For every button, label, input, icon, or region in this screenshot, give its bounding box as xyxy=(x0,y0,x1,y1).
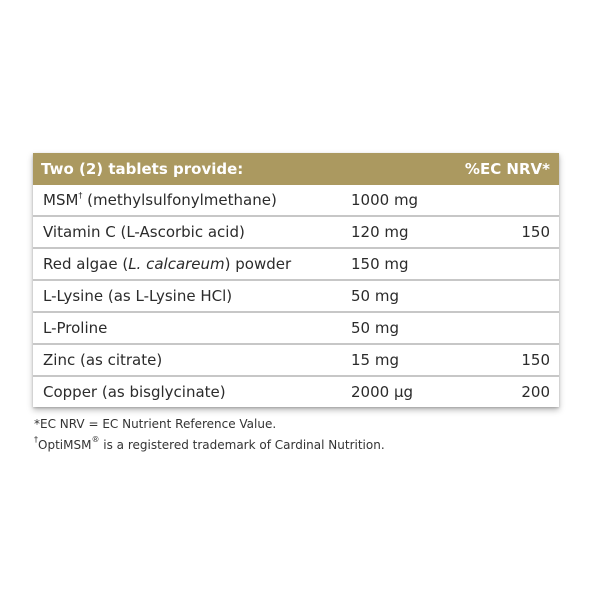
ingredient-amount: 2000 µg xyxy=(351,383,414,401)
table-header xyxy=(33,153,559,185)
ingredient-name: MSM† (methylsulfonylmethane) xyxy=(43,191,277,209)
ingredient-amount: 1000 mg xyxy=(351,191,419,209)
ingredient-nrv: 150 xyxy=(521,351,550,369)
ingredient-name: L-Lysine (as L-Lysine HCl) xyxy=(43,287,233,305)
table-row-red-algae xyxy=(33,249,559,281)
ingredient-amount: 15 mg xyxy=(351,351,399,369)
ingredient-name: Zinc (as citrate) xyxy=(43,351,163,369)
ingredient-amount: 50 mg xyxy=(351,319,399,337)
ingredient-name: Copper (as bisglycinate) xyxy=(43,383,226,401)
footnote-optimsm: †OptiMSM® is a registered trademark of Cardinal Nutrition. xyxy=(34,435,385,452)
nutrition-table xyxy=(33,153,559,407)
registered-mark: ® xyxy=(91,435,100,444)
header-nrv-label: %EC NRV* xyxy=(464,160,550,178)
footnote-nrv: *EC NRV = EC Nutrient Reference Value. xyxy=(34,417,277,431)
footnotes xyxy=(34,414,385,456)
table-row-copper xyxy=(33,377,559,407)
ingredient-name: Vitamin C (L-Ascorbic acid) xyxy=(43,223,245,241)
ingredient-name: L-Proline xyxy=(43,319,108,337)
table-row-zinc xyxy=(33,345,559,377)
table-row-l-proline xyxy=(33,313,559,345)
dagger-mark: † xyxy=(34,435,38,444)
header-label: Two (2) tablets provide: xyxy=(41,160,244,178)
ingredient-nrv: 200 xyxy=(521,383,550,401)
ingredient-amount: 120 mg xyxy=(351,223,409,241)
ingredient-nrv: 150 xyxy=(521,223,550,241)
table-row-l-lysine xyxy=(33,281,559,313)
table-row-msm xyxy=(33,185,559,217)
ingredient-name: Red algae (L. calcareum) powder xyxy=(43,255,292,273)
dagger-mark: † xyxy=(78,191,83,200)
table-row-vitamin-c xyxy=(33,217,559,249)
ingredient-amount: 150 mg xyxy=(351,255,409,273)
ingredient-amount: 50 mg xyxy=(351,287,399,305)
